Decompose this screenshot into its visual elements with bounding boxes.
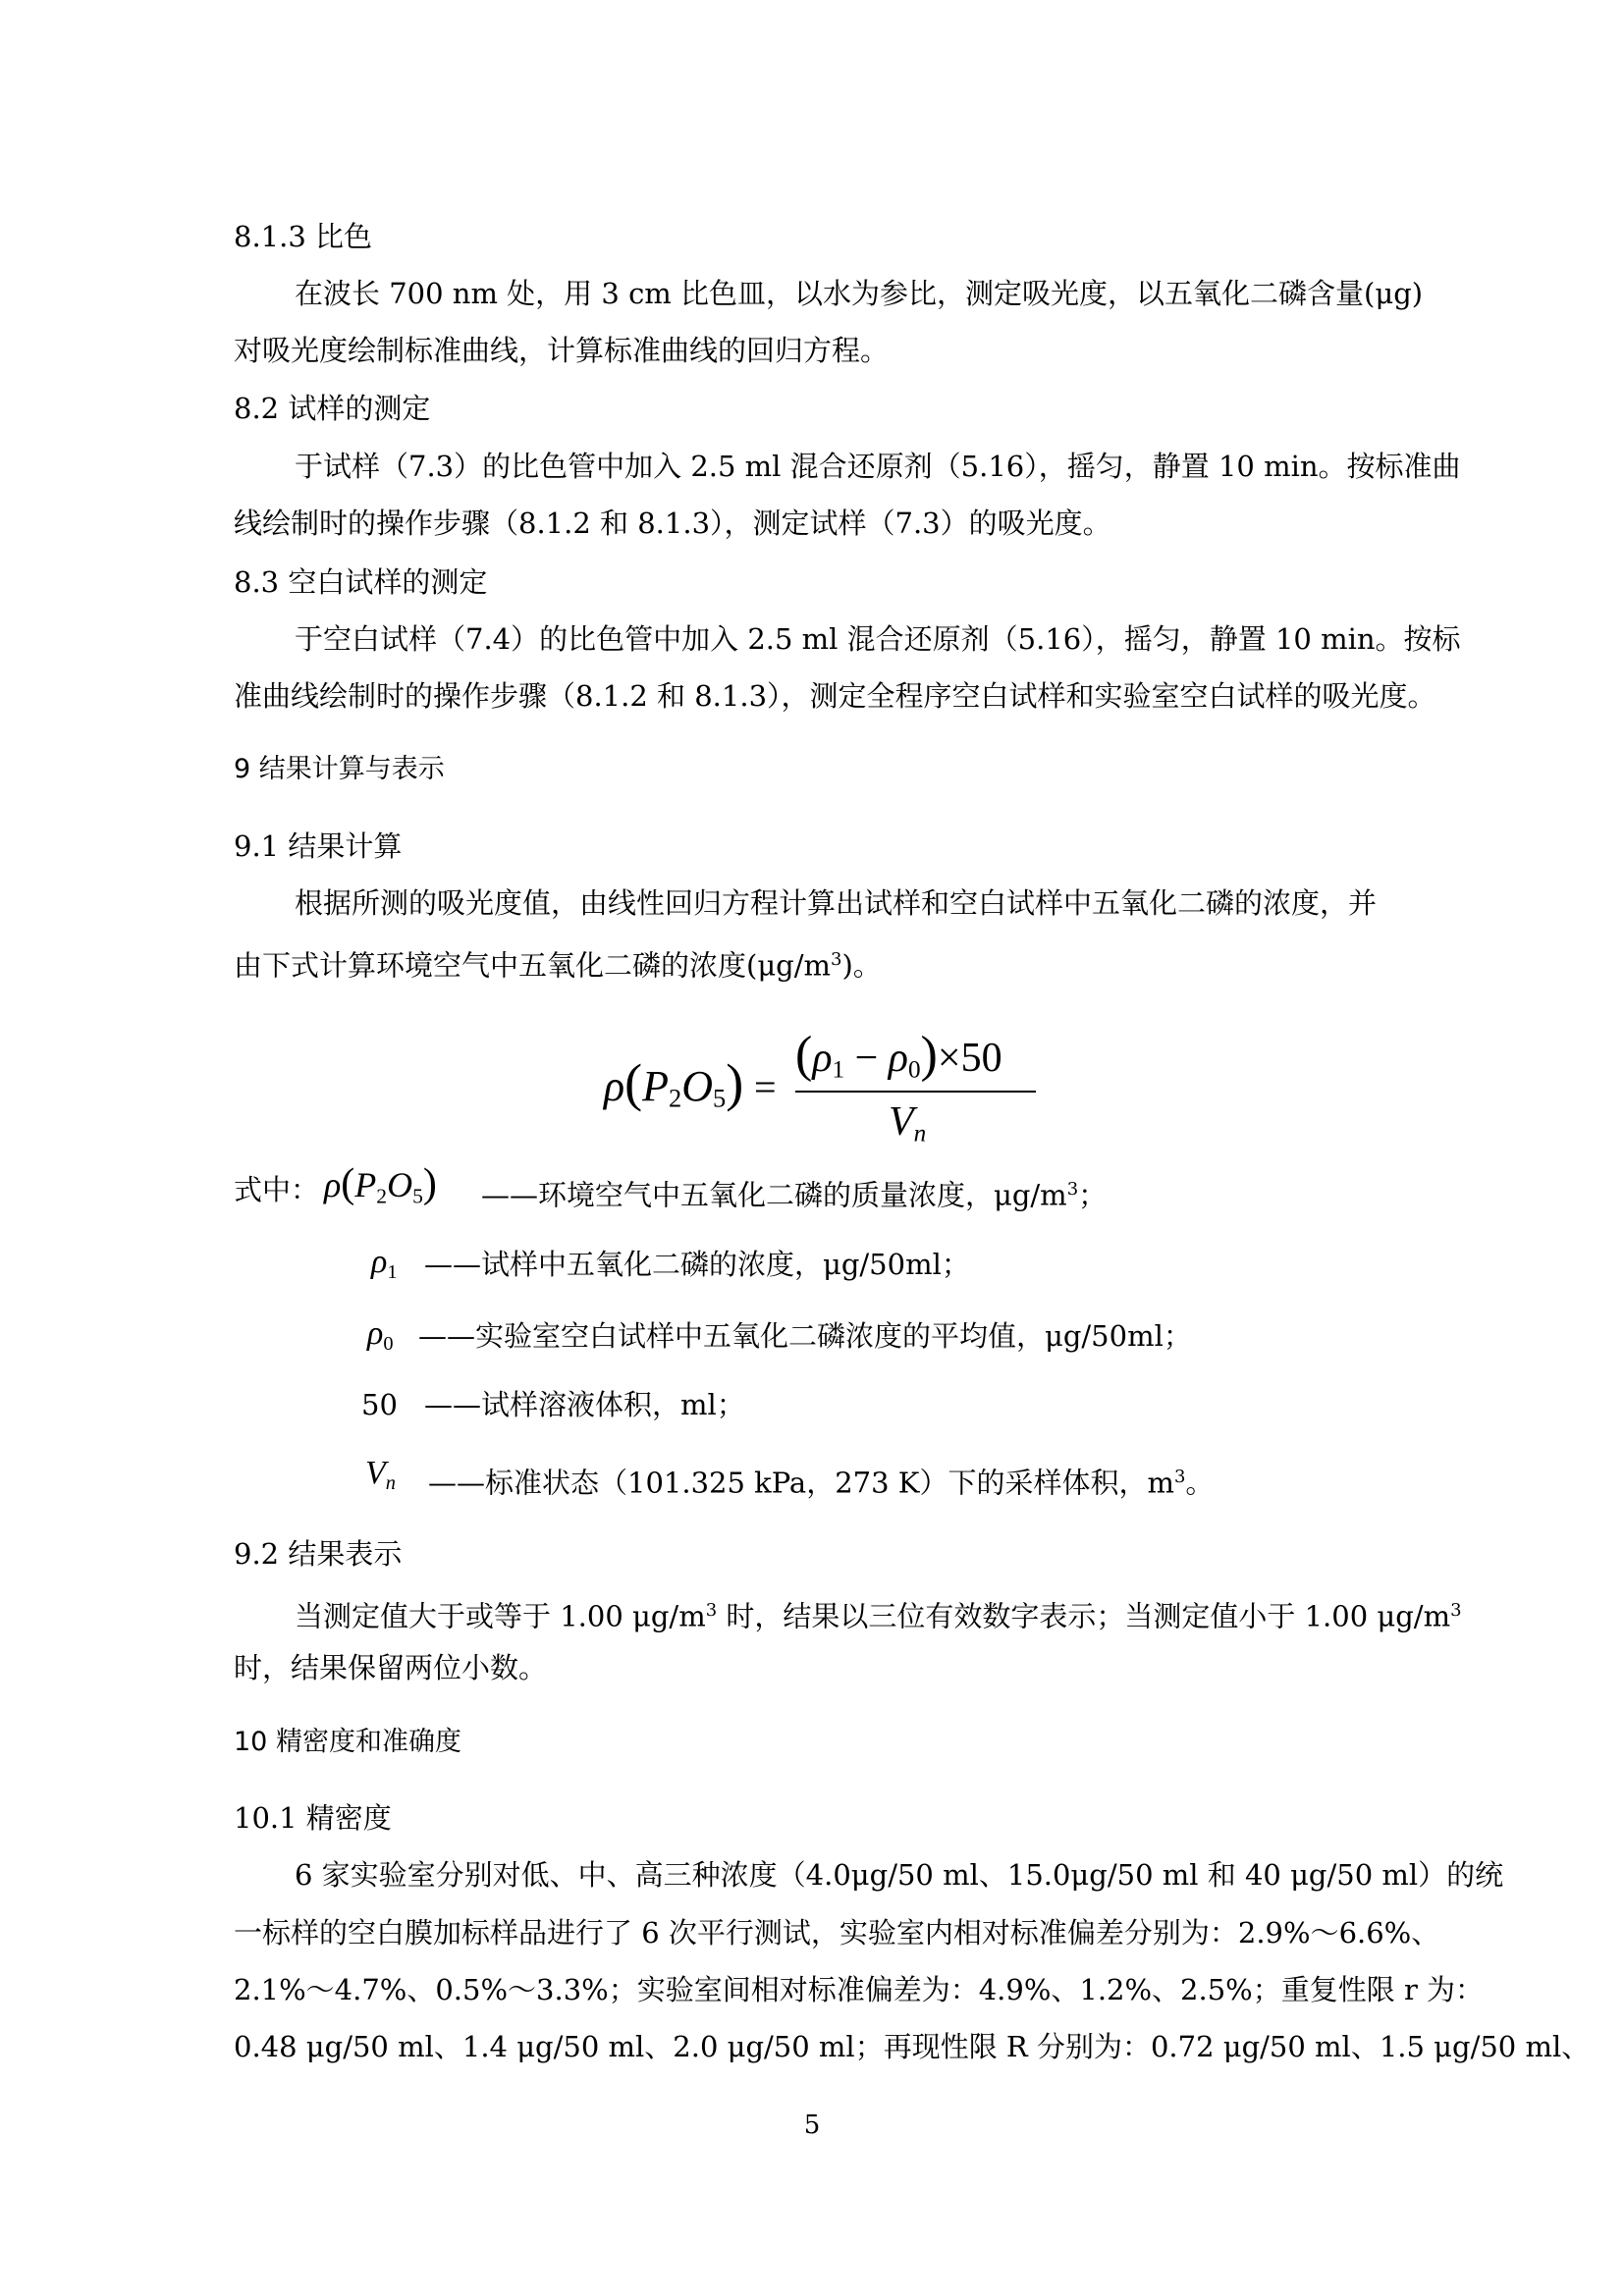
- paragraph-line: 对吸光度绘制标准曲线，计算标准曲线的回归方程。: [234, 334, 890, 367]
- paragraph-line: 6 家实验室分别对低、中、高三种浓度（4.0μg/50 ml、15.0μg/50 ml 和 40 μg/50 ml）的统: [295, 1858, 1504, 1892]
- heading-8-3: 8.3 空白试样的测定: [234, 565, 488, 599]
- definition-line: ——环境空气中五氧化二磷的质量浓度，$\mu g/m^3$；: [481, 1178, 1108, 1212]
- page-number: 5: [803, 2110, 821, 2140]
- symbol-vn: $V_n$: [365, 1455, 396, 1495]
- paragraph-line: 线绘制时的操作步骤（8.1.2 和 8.1.3），测定试样（7.3）的吸光度。: [234, 507, 1111, 540]
- fraction-bar: [795, 1091, 1036, 1093]
- heading-8-1-3: 8.1.3 比色: [234, 220, 373, 253]
- paragraph-line: 准曲线绘制时的操作步骤（8.1.2 和 8.1.3），测定全程序空白试样和实验室空白试样的吸光度。: [234, 679, 1436, 713]
- paragraph-line: 一标样的空白膜加标样品进行了 6 次平行测试，实验室内相对标准偏差分别为：2.9%～6.6%、: [234, 1916, 1440, 1949]
- symbol-rho1: $\rho_1$: [371, 1244, 398, 1284]
- heading-8-2: 8.2 试样的测定: [234, 392, 431, 425]
- where-intro: 式中：: [234, 1173, 320, 1206]
- heading-9: 9 结果计算与表示: [234, 754, 445, 784]
- symbol-50: 50: [361, 1388, 398, 1421]
- heading-9-2: 9.2 结果表示: [234, 1537, 403, 1571]
- equation: [599, 1027, 1051, 1158]
- definition-line: ——试样溶液体积，ml；: [424, 1388, 745, 1421]
- equation-denominator: $V_n$: [889, 1099, 927, 1148]
- equals-sign: =: [754, 1065, 777, 1109]
- text-run: 由下式计算环境空气中五氧化二磷的浓度(μg/m: [234, 948, 831, 983]
- equation-lhs: $\rho(P_2O_5)$: [604, 1053, 744, 1113]
- paragraph-line: 当测定值大于或等于 1.00 $\mu g/m^3$ 时，结果以三位有效数字表示；当测定值小于 1.00 $\mu g/m^3$: [295, 1599, 1462, 1633]
- paragraph-line: [234, 942, 882, 984]
- paragraph-line: 根据所测的吸光度值，由线性回归方程计算出试样和空白试样中五氧化二磷的浓度，并: [295, 886, 1378, 920]
- paragraph-line: 于空白试样（7.4）的比色管中加入 2.5 ml 混合还原剂（5.16），摇匀，静置 10 min。按标: [295, 622, 1461, 656]
- heading-10: 10 精密度和准确度: [234, 1727, 461, 1757]
- symbol-rho0: $\rho_0$: [367, 1315, 394, 1356]
- definition-line: ——试样中五氧化二磷的浓度，μg/50ml；: [424, 1248, 970, 1281]
- symbol-rho-p2o5: $\rho(P_2O_5)$: [324, 1161, 437, 1208]
- paragraph-line: 0.48 μg/50 ml、1.4 μg/50 ml、2.0 μg/50 ml；再现性限 R 分别为：0.72 μg/50 ml、1.5 μg/50 ml、: [234, 2030, 1591, 2063]
- paragraph-line: 于试样（7.3）的比色管中加入 2.5 ml 混合还原剂（5.16），摇匀，静置 10 min。按标准曲: [295, 450, 1461, 483]
- superscript: 3: [831, 949, 842, 970]
- text-run: )。: [841, 948, 882, 983]
- definition-line: ——标准状态（101.325 kPa，273 K）下的采样体积，$m^3$。: [428, 1466, 1215, 1500]
- paragraph-line: 在波长 700 nm 处，用 3 cm 比色皿，以水为参比，测定吸光度，以五氧化二磷含量(μg): [295, 277, 1424, 310]
- heading-10-1: 10.1 精密度: [234, 1801, 392, 1835]
- paragraph-line: 时，结果保留两位小数。: [234, 1651, 548, 1684]
- equation-numerator: $(\rho_1 - \rho_0)\times 50$: [795, 1027, 1002, 1084]
- heading-9-1: 9.1 结果计算: [234, 829, 403, 863]
- definition-line: ——实验室空白试样中五氧化二磷浓度的平均值，μg/50ml；: [418, 1319, 1192, 1353]
- paragraph-line: 2.1%～4.7%、0.5%～3.3%；实验室间相对标准偏差为：4.9%、1.2%、2.5%；重复性限 r 为：: [234, 1973, 1485, 2006]
